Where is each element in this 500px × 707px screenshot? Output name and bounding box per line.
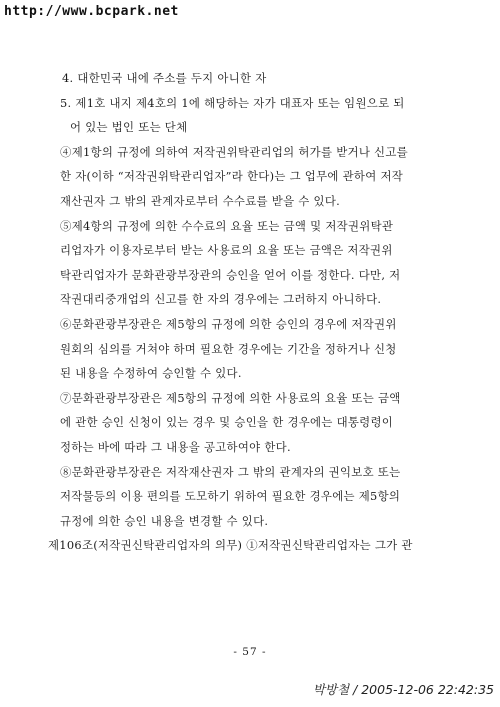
doc-line: 원회의 심의를 거쳐야 하며 필요한 경우에는 기간을 정하거나 신청 (60, 341, 397, 356)
doc-line: 에 관한 승인 신청이 있는 경우 및 승인을 한 경우에는 대통령령이 (60, 415, 394, 430)
doc-line: 리업자가 이용자로부터 받는 사용료의 요율 또는 금액은 저작권위 (60, 243, 393, 258)
doc-line: 어 있는 법인 또는 단체 (70, 120, 188, 135)
doc-line: ⑤제4항의 규정에 의한 수수료의 요율 또는 금액 및 저작권위탁관 (60, 218, 394, 233)
doc-line: ⑦문화관광부장관은 제5항의 규정에 의한 사용료의 요율 또는 금액 (60, 390, 401, 405)
page-number: - 57 - (233, 646, 267, 658)
doc-line: 작권대리중개업의 신고를 한 자의 경우에는 그러하지 아니하다. (60, 292, 382, 307)
doc-line: 4. 대한민국 내에 주소를 두지 아니한 자 (62, 71, 267, 85)
doc-line: ⑧문화관광부장관은 저작재산권자 그 밖의 관계자의 권익보호 또는 (60, 464, 401, 479)
doc-line: 규정에 의한 승인 내용을 변경할 수 있다. (60, 513, 269, 528)
doc-line: 한 자(이하 “저작권위탁관리업자”라 한다)는 그 업무에 관하여 저작 (60, 169, 404, 184)
doc-line: ④제1항의 규정에 의하여 저작권위탁관리업의 허가를 받거나 신고를 (60, 144, 408, 159)
doc-line: 재산권자 그 밖의 관계자로부터 수수료를 받을 수 있다. (60, 193, 341, 208)
document-body (48, 66, 440, 558)
doc-line: 제106조(저작권신탁관리업자의 의무) ①저작권신탁관리업자는 그가 관 (48, 538, 413, 553)
doc-line: 5. 제1호 내지 제4호의 1에 해당하는 자가 대표자 또는 임원으로 되 (60, 95, 405, 110)
signature-timestamp: 박방철 / 2005-12-06 22:42:35 (312, 682, 494, 697)
site-watermark: http://www.bcpark.net (4, 4, 179, 19)
doc-line: ⑥문화관광부장관은 제5항의 규정에 의한 승인의 경우에 저작권위 (60, 316, 397, 331)
doc-line: 정하는 바에 따라 그 내용을 공고하여야 한다. (60, 439, 291, 454)
doc-line: 된 내용을 수정하여 승인할 수 있다. (60, 366, 242, 381)
doc-line: 탁관리업자가 문화관광부장관의 승인을 얻어 이를 정한다. 다만, 저 (60, 267, 401, 282)
doc-line: 저작물등의 이용 편의를 도모하기 위하여 필요한 경우에는 제5항의 (60, 489, 401, 504)
